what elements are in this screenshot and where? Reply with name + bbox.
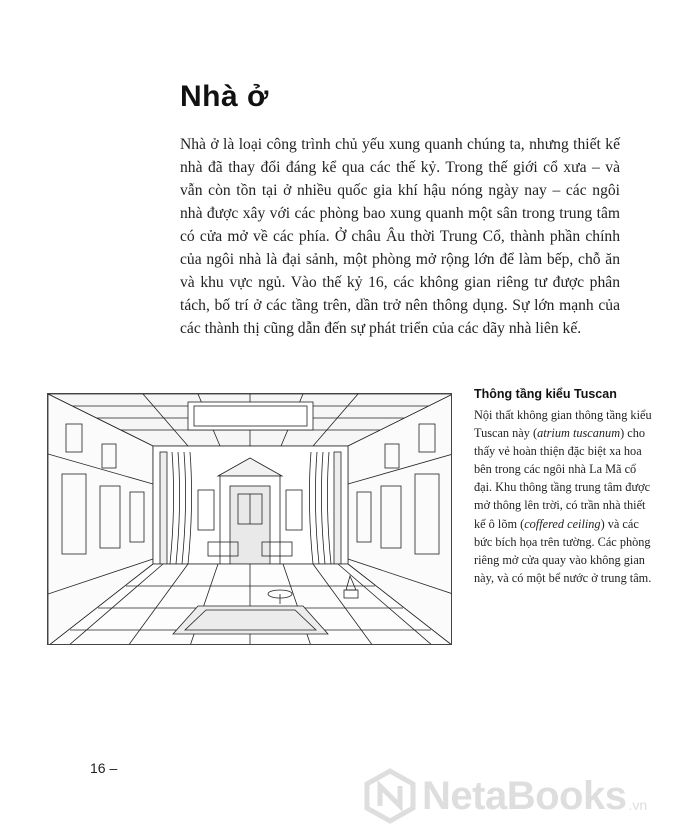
watermark-brand: NetaBooks: [422, 773, 627, 818]
caption-text-part: ) cho thấy vẻ hoàn thiện đặc biệt xa hoa bên trong các ngôi nhà La Mã cổ đại. Khu thông tầng trung tâm được mở thông lên trời, có trần nhà thiết kế ô lõm (: [474, 426, 651, 531]
caption-text: [474, 406, 654, 587]
illustration-caption: [474, 386, 654, 587]
caption-title: Thông tầng kiểu Tuscan: [474, 387, 617, 401]
atrium-illustration: [47, 393, 452, 645]
netabooks-logo-icon: [362, 768, 418, 824]
watermark: [362, 768, 647, 824]
body-paragraph: Nhà ở là loại công trình chủ yếu xung quanh chúng ta, nhưng thiết kế nhà đã thay đổi đáng kể qua các thế kỷ. Trong thế giới cổ xưa – và vẫn còn tồn tại ở nhiều quốc gia khí hậu nóng ngày nay – các ngôi nhà được xây với các phòng bao xung quanh một sân trong trung tâm có cửa mở về các phía. Ở châu Âu thời Trung Cổ, thành phần chính của ngôi nhà là đại sảnh, một phòng mở rộng lớn để làm bếp, chỗ ăn và khu vực ngủ. Vào thế kỷ 16, các không gian riêng tư được phân tách, bố trí ở các tầng trên, dần trở nên thông dụng. Sự lớn mạnh của các thành thị cũng dẫn đến sự phát triển của các dãy nhà liên kế.: [180, 136, 620, 337]
caption-italic-term: coffered ceiling: [524, 516, 601, 531]
watermark-suffix: .vn: [628, 797, 648, 813]
caption-italic-term: atrium tuscanum: [537, 426, 621, 441]
caption-text-part: Nội thất không gian thông tầng kiểu Tuscan này (: [474, 408, 652, 441]
caption-text-part: ) và các bức bích họa trên tường. Các phòng riêng mở cửa quay vào không gian này, và có một bể nước ở trung tâm.: [474, 516, 652, 585]
page-title: Nhà ở: [180, 80, 269, 113]
page-number: 16 –: [90, 760, 118, 776]
